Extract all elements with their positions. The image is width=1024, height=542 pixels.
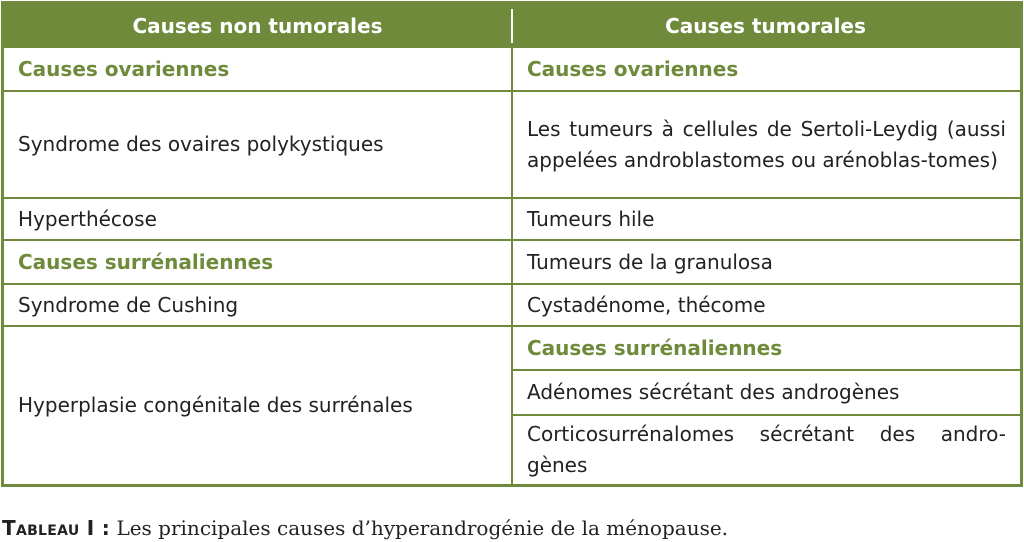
header-tumoral bbox=[511, 4, 1020, 48]
right-adrenal-heading-text: Causes surrénaliennes bbox=[527, 335, 783, 360]
left-cell-cushing bbox=[4, 285, 511, 325]
left-cell-cushing-text: Syndrome de Cushing bbox=[18, 292, 239, 317]
left-ovarian-heading bbox=[4, 48, 511, 90]
header-non-tumoral bbox=[4, 4, 511, 48]
header-non-tumoral-label: Causes non tumorales bbox=[132, 14, 383, 38]
right-cell-tumeurs-hile bbox=[513, 199, 1020, 239]
right-cell-granulosa-text: Tumeurs de la granulosa bbox=[527, 249, 773, 274]
causes-table bbox=[1, 1, 1023, 487]
right-cell-adenomes bbox=[513, 371, 1020, 414]
right-cell-cystadenome-text: Cystadénome, thécome bbox=[527, 292, 766, 317]
left-cell-hyperplasia bbox=[4, 327, 511, 484]
caption-label: Tableau I : bbox=[2, 516, 111, 540]
left-cell-sopk-text: Syndrome des ovaires polykystiques bbox=[18, 132, 384, 156]
right-cell-adenomes-text: Adénomes sécrétant des androgènes bbox=[527, 380, 900, 404]
right-ovarian-heading bbox=[513, 48, 1020, 90]
header-divider bbox=[511, 9, 513, 43]
left-cell-hyperthecose bbox=[4, 199, 511, 239]
left-adrenal-heading-text: Causes surrénaliennes bbox=[18, 249, 274, 274]
right-cell-sertoli-leydig-text: Les tumeurs à cellules de Sertoli-Leydig (aussi appelées androblastomes ou arénoblas-tomes) bbox=[527, 116, 1006, 172]
table-caption bbox=[2, 516, 728, 540]
left-cell-hyperthecose-text: Hyperthécose bbox=[18, 206, 157, 231]
right-adrenal-heading bbox=[513, 327, 1020, 369]
header-tumoral-label: Causes tumorales bbox=[665, 14, 866, 38]
left-adrenal-heading bbox=[4, 241, 511, 283]
right-cell-corticosurrenalomes bbox=[513, 416, 1020, 484]
left-cell-sopk bbox=[4, 92, 511, 197]
right-cell-corticosurrenalomes-text: Corticosurrénalomes sécrétant des andro-gènes bbox=[527, 422, 1006, 477]
caption-text: Les principales causes d’hyperandrogénie de la ménopause. bbox=[116, 516, 729, 540]
right-cell-tumeurs-hile-text: Tumeurs hile bbox=[527, 206, 655, 231]
left-ovarian-heading-text: Causes ovariennes bbox=[18, 56, 230, 81]
right-cell-cystadenome bbox=[513, 285, 1020, 325]
right-cell-sertoli-leydig bbox=[513, 92, 1020, 197]
right-cell-granulosa bbox=[513, 241, 1020, 283]
left-cell-hyperplasia-text: Hyperplasie congénitale des surrénales bbox=[18, 393, 413, 417]
right-ovarian-heading-text: Causes ovariennes bbox=[527, 56, 739, 81]
